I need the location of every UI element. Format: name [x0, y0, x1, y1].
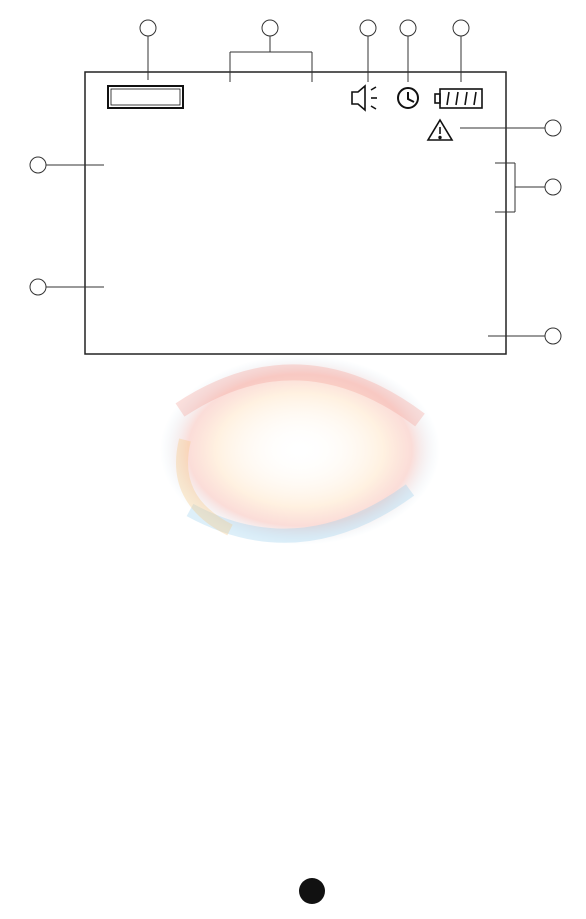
warning-icon — [428, 120, 452, 140]
callout-10 — [30, 157, 104, 173]
lcd-display-diagram — [0, 0, 586, 365]
callout-8 — [488, 328, 561, 344]
watermark-logo — [150, 340, 450, 550]
callout-6 — [460, 120, 561, 136]
clock-icon — [398, 88, 418, 108]
callout-9 — [30, 279, 104, 295]
battery-icon — [435, 89, 482, 108]
callout-7 — [495, 163, 561, 212]
callout-1 — [140, 20, 156, 80]
speaker-icon — [352, 86, 377, 110]
lcd-frame — [85, 72, 506, 354]
page-number — [299, 878, 325, 904]
